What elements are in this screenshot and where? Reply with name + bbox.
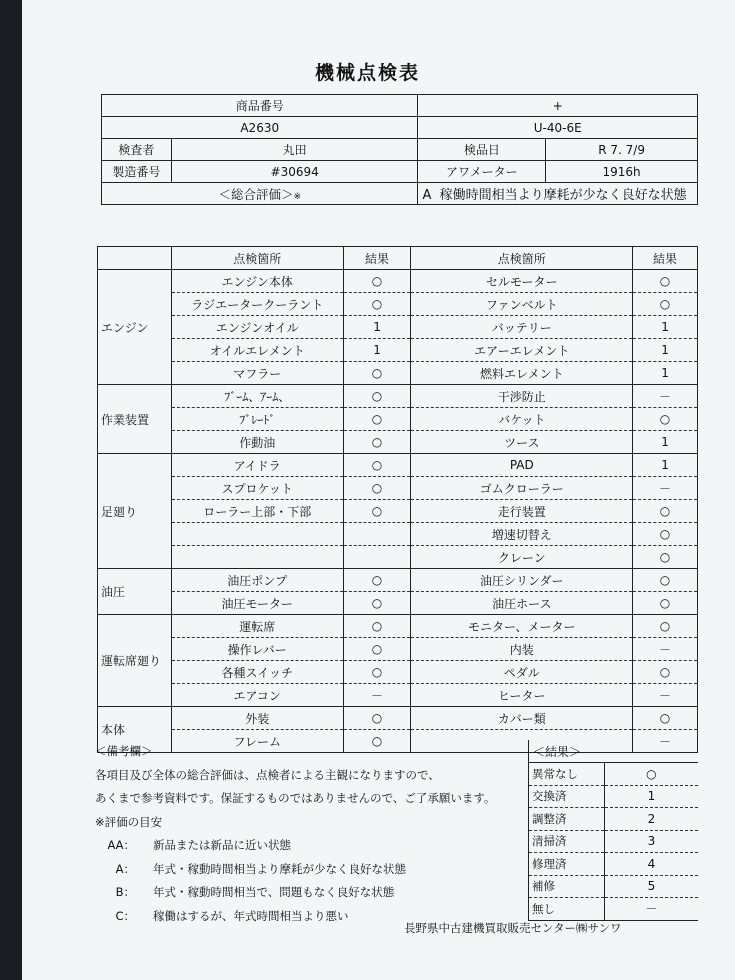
- legend-label: 無し: [529, 898, 605, 921]
- location-right: カバー類: [411, 707, 633, 730]
- result-right: ○: [633, 615, 698, 638]
- result-right: ○: [633, 523, 698, 546]
- grade-list: [95, 834, 525, 928]
- location-right: モニター、メーター: [411, 615, 633, 638]
- legend-mark: ○: [604, 763, 698, 786]
- table-row: [98, 569, 698, 592]
- result-right: 1: [633, 316, 698, 339]
- table-row: [98, 477, 698, 500]
- legend-row: [529, 875, 699, 898]
- table-row: [98, 454, 698, 477]
- legend-row: [529, 808, 699, 831]
- result-right: 1: [633, 339, 698, 362]
- table-row: [98, 707, 698, 730]
- category-cell: 作業装置: [98, 385, 172, 454]
- location-left: エアコン: [171, 684, 343, 707]
- inspection-date: R 7. 7/9: [546, 139, 698, 161]
- result-right: 1: [633, 362, 698, 385]
- grade-description: 年式・稼動時間相当より摩耗が少なく良好な状態: [153, 861, 406, 876]
- location-left: [171, 546, 343, 569]
- result-left: ○: [343, 408, 411, 431]
- grade-code: B：: [115, 885, 135, 899]
- result-left: 1: [343, 339, 411, 362]
- location-right: ファンベルト: [411, 293, 633, 316]
- header-table: [101, 94, 698, 205]
- notes-line-1: 各項目及び全体の総合評価は、点検者による主観になりますので、: [95, 767, 440, 782]
- legend-mark: 4: [604, 853, 698, 876]
- legend-mark: 1: [604, 785, 698, 808]
- location-header-left: 点検箇所: [171, 247, 343, 270]
- overall-mark: ※: [293, 191, 301, 202]
- location-right: エアーエレメント: [411, 339, 633, 362]
- category-cell: 運転席廻り: [98, 615, 172, 707]
- location-right: 走行装置: [411, 500, 633, 523]
- grade-code: C：: [115, 908, 135, 923]
- legend-label: 異常なし: [529, 763, 605, 786]
- table-row: [98, 638, 698, 661]
- result-right: －: [633, 638, 698, 661]
- model: U-40-6E: [418, 117, 698, 139]
- category-cell: 足廻り: [98, 454, 172, 569]
- serial-label: 製造番号: [102, 161, 172, 183]
- category-cell: エンジン: [98, 270, 172, 385]
- grade-item: [95, 881, 525, 905]
- overall-text: 稼働時間相当より摩耗が少なく良好な状態: [439, 188, 687, 203]
- location-left: オイルエレメント: [171, 339, 343, 362]
- result-right: ○: [633, 707, 698, 730]
- table-row: [98, 523, 698, 546]
- location-left: 各種スイッチ: [171, 661, 343, 684]
- result-right: 1: [633, 454, 698, 477]
- result-right: ○: [633, 661, 698, 684]
- table-row: [98, 684, 698, 707]
- location-header-right: 点検箇所: [411, 247, 633, 270]
- location-right: バケット: [411, 408, 633, 431]
- location-left: [171, 523, 343, 546]
- result-left: ○: [343, 569, 411, 592]
- table-row: [98, 592, 698, 615]
- legend-label: 調整済: [529, 808, 605, 831]
- grade-description: 新品または新品に近い状態: [153, 838, 291, 852]
- result-right: ○: [633, 270, 698, 293]
- location-left: エンジンオイル: [171, 316, 343, 339]
- legend-mark: 2: [604, 808, 698, 831]
- legend-row: [529, 830, 699, 853]
- result-left: ○: [343, 293, 411, 316]
- location-right: 内装: [411, 638, 633, 661]
- table-row: [98, 546, 698, 569]
- result-header-left: 結果: [343, 247, 411, 270]
- result-right: 1: [633, 431, 698, 454]
- legend-row: [529, 898, 699, 921]
- result-right: －: [633, 684, 698, 707]
- location-left: 外装: [171, 707, 343, 730]
- location-right: ペダル: [411, 661, 633, 684]
- result-left: [343, 523, 411, 546]
- location-right: 増速切替え: [411, 523, 633, 546]
- legend-label: 補修: [529, 875, 605, 898]
- table-row: [98, 500, 698, 523]
- overall-label-cell: [102, 183, 418, 205]
- location-left: スプロケット: [171, 477, 343, 500]
- result-left: ○: [343, 431, 411, 454]
- legend-label: 修理済: [529, 853, 605, 876]
- table-row: [98, 270, 698, 293]
- legend-row: [529, 853, 699, 876]
- location-right: クレーン: [411, 546, 633, 569]
- grade-item: [95, 858, 525, 882]
- background-edge: [0, 0, 22, 980]
- result-left: ○: [343, 730, 411, 753]
- result-left: ○: [343, 592, 411, 615]
- category-cell: 油圧: [98, 569, 172, 615]
- location-right: 燃料エレメント: [411, 362, 633, 385]
- result-left: [343, 546, 411, 569]
- result-left: ○: [343, 270, 411, 293]
- category-header: [98, 247, 172, 270]
- category-cell: 本体: [98, 707, 172, 753]
- company-footer: 長野県中古建機買取販売センター㈱サンワ: [404, 921, 622, 935]
- product-no: A2630: [102, 117, 418, 139]
- table-row: [98, 339, 698, 362]
- result-left: ○: [343, 477, 411, 500]
- grade-description: 年式・稼動時間相当で、問題もなく良好な状態: [153, 885, 395, 899]
- table-row: [98, 362, 698, 385]
- result-right: －: [633, 477, 698, 500]
- legend-heading: ＜結果＞: [529, 740, 699, 763]
- location-left: 油圧モーター: [171, 592, 343, 615]
- result-left: ○: [343, 362, 411, 385]
- location-right: 油圧シリンダー: [411, 569, 633, 592]
- inspection-table: [97, 246, 698, 753]
- result-left: ○: [343, 500, 411, 523]
- inspector-label: 検査者: [102, 139, 172, 161]
- overall-evaluation: [418, 183, 698, 205]
- table-row: [98, 385, 698, 408]
- location-left: ﾌﾞﾚｰﾄﾞ: [171, 408, 343, 431]
- location-left: ローラー上部・下部: [171, 500, 343, 523]
- legend-label: 清掃済: [529, 830, 605, 853]
- result-left: ○: [343, 454, 411, 477]
- location-right: バッテリー: [411, 316, 633, 339]
- overall-grade: A: [422, 188, 432, 203]
- notes-line-2: あくまで参考資料です。保証するものではありませんので、ご了承願います。: [95, 791, 496, 805]
- legend-mark: －: [604, 898, 698, 921]
- inspector: 丸田: [171, 139, 418, 161]
- location-right: セルモーター: [411, 270, 633, 293]
- result-right: ○: [633, 408, 698, 431]
- result-left: 1: [343, 316, 411, 339]
- table-row: [98, 661, 698, 684]
- legend-row: [529, 763, 699, 786]
- serial: #30694: [171, 161, 418, 183]
- legend-mark: 5: [604, 875, 698, 898]
- product-no-label: 商品番号: [102, 95, 418, 117]
- overall-label: ＜総合評価＞: [218, 186, 294, 202]
- legend-label: 交換済: [529, 785, 605, 808]
- grade-description: 稼働はするが、年式時間相当より悪い: [153, 908, 349, 923]
- grade-code: AA：: [107, 838, 135, 852]
- result-right: ○: [633, 592, 698, 615]
- result-right: ○: [633, 500, 698, 523]
- table-row: [98, 316, 698, 339]
- location-left: マフラー: [171, 362, 343, 385]
- result-right: ○: [633, 293, 698, 316]
- hour-meter: 1916h: [546, 161, 698, 183]
- legend-row: [529, 785, 699, 808]
- location-left: 運転席: [171, 615, 343, 638]
- result-left: ○: [343, 615, 411, 638]
- plus-mark: +: [418, 95, 698, 117]
- result-right: ○: [633, 546, 698, 569]
- location-right: PAD: [411, 454, 633, 477]
- location-right: 油圧ホース: [411, 592, 633, 615]
- document-title: 機械点検表: [314, 62, 420, 84]
- result-header-right: 結果: [633, 247, 698, 270]
- notes-section: [95, 740, 525, 928]
- table-row: [98, 431, 698, 454]
- table-row: [98, 615, 698, 638]
- result-right: －: [633, 730, 698, 753]
- location-left: ラジエータークーラント: [171, 293, 343, 316]
- table-row: [98, 293, 698, 316]
- legend-mark: 3: [604, 830, 698, 853]
- hour-meter-label: アワメーター: [418, 161, 546, 183]
- location-right: ヒーター: [411, 684, 633, 707]
- result-left: ○: [343, 638, 411, 661]
- table-row: [98, 408, 698, 431]
- location-right: 干渉防止: [411, 385, 633, 408]
- location-left: 操作レバー: [171, 638, 343, 661]
- inspection-date-label: 検品日: [418, 139, 546, 161]
- result-left: ○: [343, 661, 411, 684]
- location-left: ﾌﾞｰﾑ、ｱｰﾑ、: [171, 385, 343, 408]
- result-legend: [528, 740, 698, 921]
- location-right: ゴムクローラー: [411, 477, 633, 500]
- location-left: フレーム: [171, 730, 343, 753]
- result-left: ○: [343, 385, 411, 408]
- result-left: ○: [343, 707, 411, 730]
- grade-guide-heading: ※評価の目安: [95, 814, 163, 829]
- location-left: エンジン本体: [171, 270, 343, 293]
- location-left: アイドラ: [171, 454, 343, 477]
- result-left: －: [343, 684, 411, 707]
- result-right: ○: [633, 569, 698, 592]
- notes-heading: ＜備考欄＞: [95, 744, 153, 758]
- location-left: 作動油: [171, 431, 343, 454]
- location-right: ツース: [411, 431, 633, 454]
- grade-item: [95, 834, 525, 858]
- location-left: 油圧ポンプ: [171, 569, 343, 592]
- result-right: －: [633, 385, 698, 408]
- grade-code: A：: [115, 861, 135, 876]
